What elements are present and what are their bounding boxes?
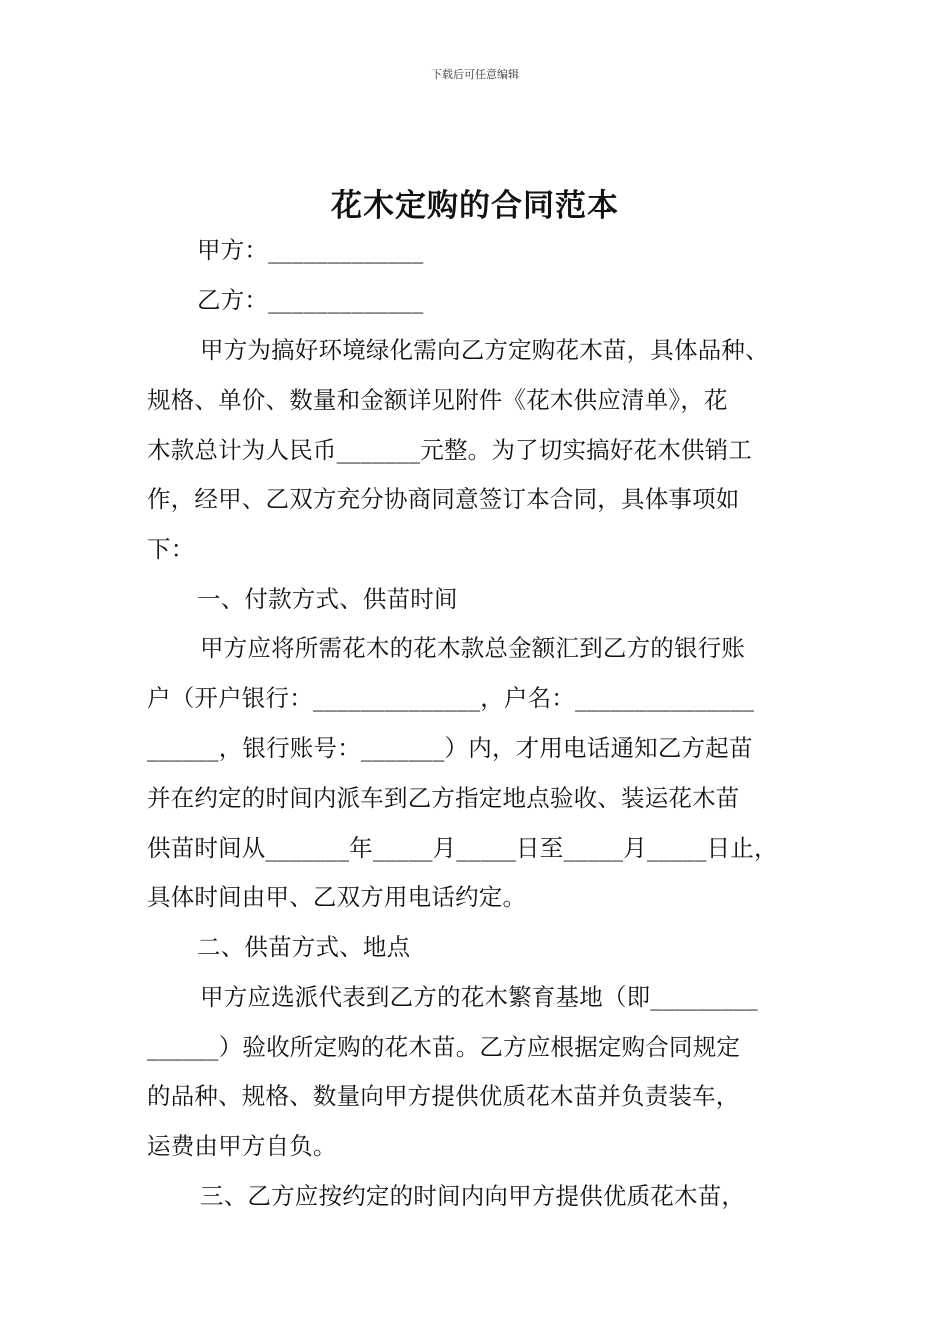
paragraph-line: 户（开户银行：______________，户名：_______________: [147, 684, 755, 712]
paragraph-line: 的品种、规格、数量向甲方提供优质花木苗并负责装车，: [147, 1082, 740, 1110]
paragraph-line: 甲方应将所需花木的花木款总金额汇到乙方的银行账: [200, 634, 746, 662]
paragraph-line: 下：: [147, 535, 195, 563]
section-heading-3: 三、乙方应按约定的时间内向甲方提供优质花木苗，: [200, 1182, 746, 1210]
party-a-line: 甲方：_____________: [197, 236, 424, 264]
paragraph-line: 并在约定的时间内派车到乙方指定地点验收、装运花木苗: [147, 784, 740, 812]
paragraph-line: 甲方应选派代表到乙方的花木繁育基地（即_________: [200, 983, 758, 1011]
paragraph-line: 作，经甲、乙双方充分协商同意签订本合同，具体事项如: [147, 485, 740, 513]
header-note: 下载后可任意编辑: [431, 68, 519, 81]
paragraph-line: 木款总计为人民币_______元整。为了切实搞好花木供销工: [147, 436, 753, 464]
paragraph-line: 规格、单价、数量和金额详见附件《花木供应清单》，花: [147, 386, 728, 414]
party-b-line: 乙方：_____________: [197, 286, 424, 314]
paragraph-line: 甲方为搞好环境绿化需向乙方定购花木苗，具体品种、: [200, 336, 769, 364]
paragraph-line: 具体时间由甲、乙双方用电话约定。: [147, 883, 527, 911]
paragraph-line: 供苗时间从_______年_____月_____日至_____月_____日止，: [147, 834, 778, 862]
paragraph-line: ______，银行账号：_______）内，才用电话通知乙方起苗: [147, 734, 753, 762]
section-heading-2: 二、供苗方式、地点: [197, 933, 411, 961]
paragraph-line: 运费由甲方自负。: [147, 1132, 337, 1160]
document-title: 花木定购的合同范本: [331, 188, 619, 224]
section-heading-1: 一、付款方式、供苗时间: [197, 585, 458, 613]
paragraph-line: ______）验收所定购的花木苗。乙方应根据定购合同规定: [147, 1033, 741, 1061]
